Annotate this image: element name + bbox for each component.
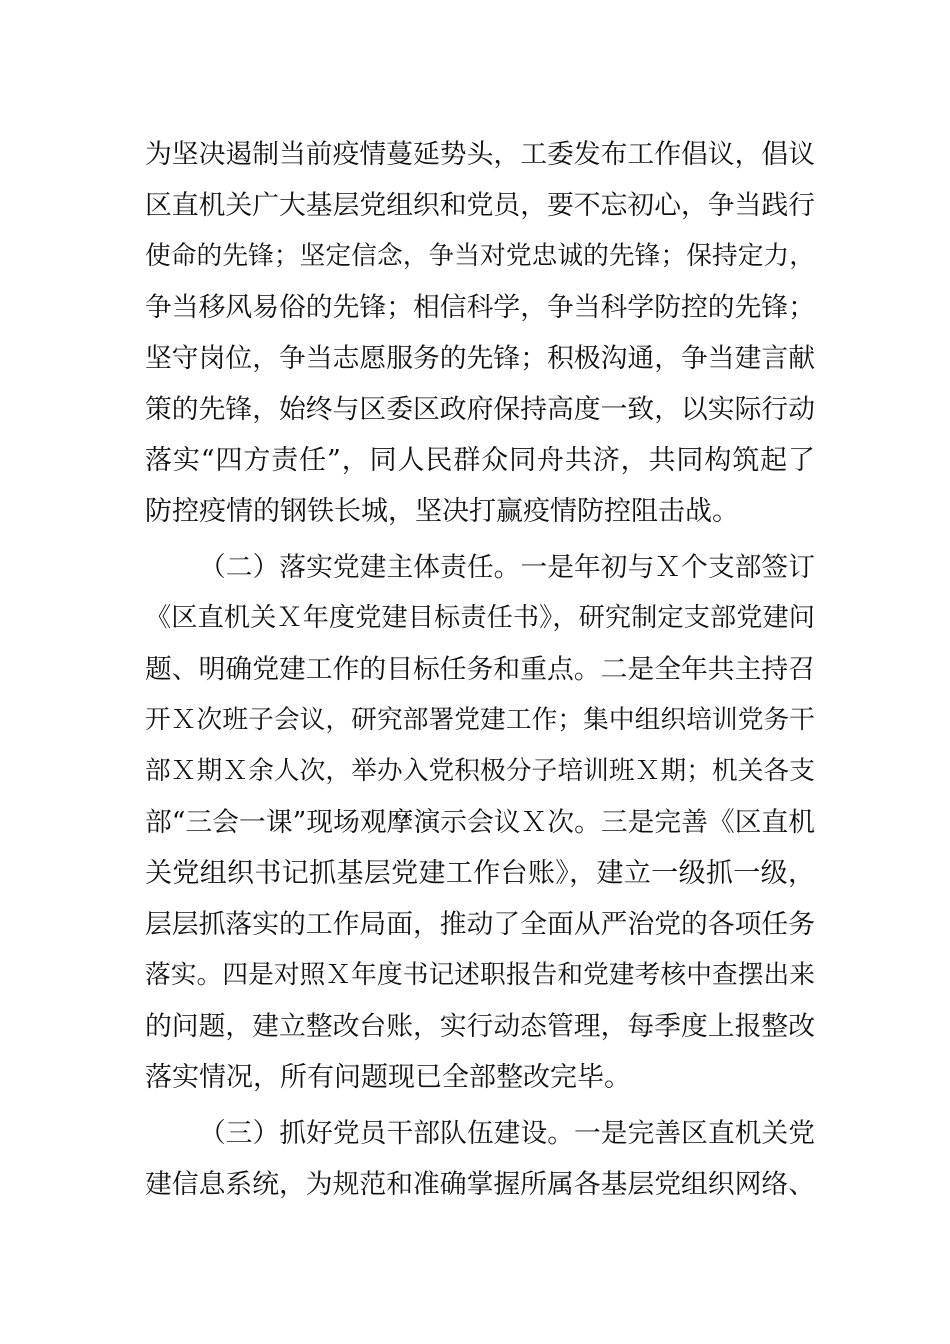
text-line: 建信息系统，为规范和准确掌握所属各基层党组织网络、 [145, 1169, 815, 1200]
paragraph-epidemic-initiative [145, 129, 815, 537]
text-line: （三）抓好党员干部队伍建设。一是完善区直机关党 [199, 1118, 815, 1149]
text-line: 策的先锋，始终与区委区政府保持高度一致，以实际行动 [145, 394, 815, 425]
text-line: 《区直机关Ｘ年度党建目标责任书》，研究制定支部党建问 [145, 603, 815, 633]
text-line: 坚守岗位，争当志愿服务的先锋；积极沟通，争当建言献 [145, 343, 815, 374]
text-line: 关党组织书记抓基层党建工作台账》，建立一级抓一级， [145, 858, 815, 889]
text-line: 落实。四是对照Ｘ年度书记述职报告和党建考核中查摆出来 [145, 960, 815, 990]
text-line: 的问题，建立整改台账，实行动态管理，每季度上报整改 [145, 1011, 815, 1042]
paragraph-party-building-responsibility [145, 542, 815, 1103]
text-line: 防控疫情的钢铁长城，坚决打赢疫情防控阻击战。 [145, 496, 739, 527]
text-line: 题、明确党建工作的目标任务和重点。二是全年共主持召 [145, 654, 815, 685]
text-line: 层层抓落实的工作局面，推动了全面从严治党的各项任务 [145, 909, 815, 940]
text-line: （二）落实党建主体责任。一是年初与Ｘ个支部签订 [199, 552, 815, 583]
text-line: 落实情况，所有问题现已全部整改完毕。 [145, 1062, 631, 1093]
text-line: 为坚决遏制当前疫情蔓延势头，工委发布工作倡议，倡议 [145, 139, 815, 170]
text-line: 部Ｘ期Ｘ余人次，举办入党积极分子培训班Ｘ期；机关各支 [145, 756, 815, 786]
text-line: 使命的先锋；坚定信念，争当对党忠诚的先锋；保持定力， [145, 241, 815, 271]
text-line: 落实“四方责任”，同人民群众同舟共济，共同构筑起了 [145, 445, 815, 476]
text-line: 区直机关广大基层党组织和党员，要不忘初心，争当践行 [145, 190, 815, 221]
text-line: 争当移风易俗的先锋；相信科学，争当科学防控的先锋； [145, 292, 815, 323]
text-line: 开Ｘ次班子会议，研究部署党建工作；集中组织培训党务干 [145, 705, 815, 735]
text-line: 部“三会一课”现场观摩演示会议Ｘ次。三是完善《区直机 [145, 807, 815, 838]
paragraph-cadre-team-building [145, 1108, 815, 1210]
